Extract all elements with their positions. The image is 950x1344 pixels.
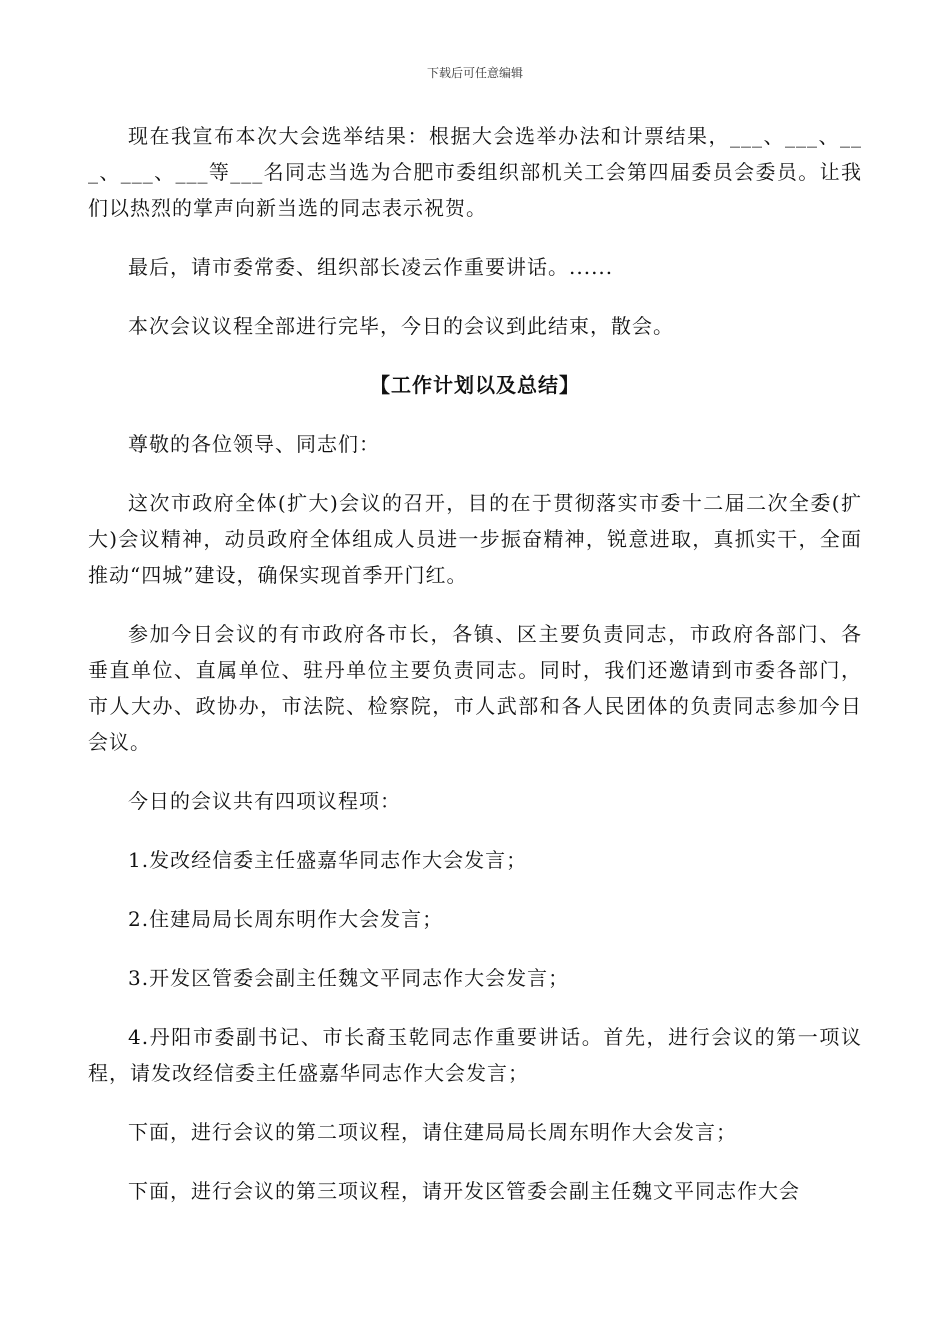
section-heading: 【工作计划以及总结】: [370, 373, 580, 397]
document-body: [88, 118, 862, 1232]
paragraph-greeting: 尊敬的各位领导、同志们：: [128, 432, 380, 456]
paragraph-purpose: 这次市政府全体(扩大)会议的召开，目的在于贯彻落实市委十二届二次全委(扩大)会议精神，动员政府全体组成人员进一步振奋精神，锐意进取，真抓实干，全面推动“四城”建设，确保实现首季开门红。: [88, 491, 862, 587]
agenda-item-3: 3.开发区管委会副主任魏文平同志作大会发言；: [128, 966, 570, 990]
paragraph-meeting-close: 本次会议议程全部进行完毕，今日的会议到此结束，散会。: [128, 314, 674, 338]
paragraph-second-item: 下面，进行会议的第二项议程，请住建局局长周东明作大会发言；: [128, 1120, 737, 1144]
paragraph-election-result: 现在我宣布本次大会选举结果：根据大会选举办法和计票结果，___、___、___、___、___等___名同志当选为合肥市委组织部机关工会第四届委员会委员。让我们以热烈的掌声向新当选的同志表示祝贺。: [88, 124, 862, 220]
agenda-item-1: 1.发改经信委主任盛嘉华同志作大会发言；: [128, 848, 528, 872]
agenda-item-2: 2.住建局局长周东明作大会发言；: [128, 907, 444, 931]
page-header: 下载后可任意编辑: [426, 66, 523, 80]
paragraph-agenda-intro: 今日的会议共有四项议程项：: [128, 789, 401, 813]
paragraph-third-item: 下面，进行会议的第三项议程，请开发区管委会副主任魏文平同志作大会: [128, 1179, 800, 1203]
paragraph-attendees: 参加今日会议的有市政府各市长，各镇、区主要负责同志，市政府各部门、各垂直单位、直属单位、驻丹单位主要负责同志。同时，我们还邀请到市委各部门，市人大办、政协办，市法院、检察院，市人武部和各人民团体的负责同志参加今日会议。: [88, 622, 862, 754]
paragraph-final-speech: 最后，请市委常委、组织部长凌云作重要讲话。......: [128, 255, 614, 279]
agenda-item-4: 4.丹阳市委副书记、市长裔玉乾同志作重要讲话。首先，进行会议的第一项议程，请发改经信委主任盛嘉华同志作大会发言；: [88, 1025, 862, 1085]
